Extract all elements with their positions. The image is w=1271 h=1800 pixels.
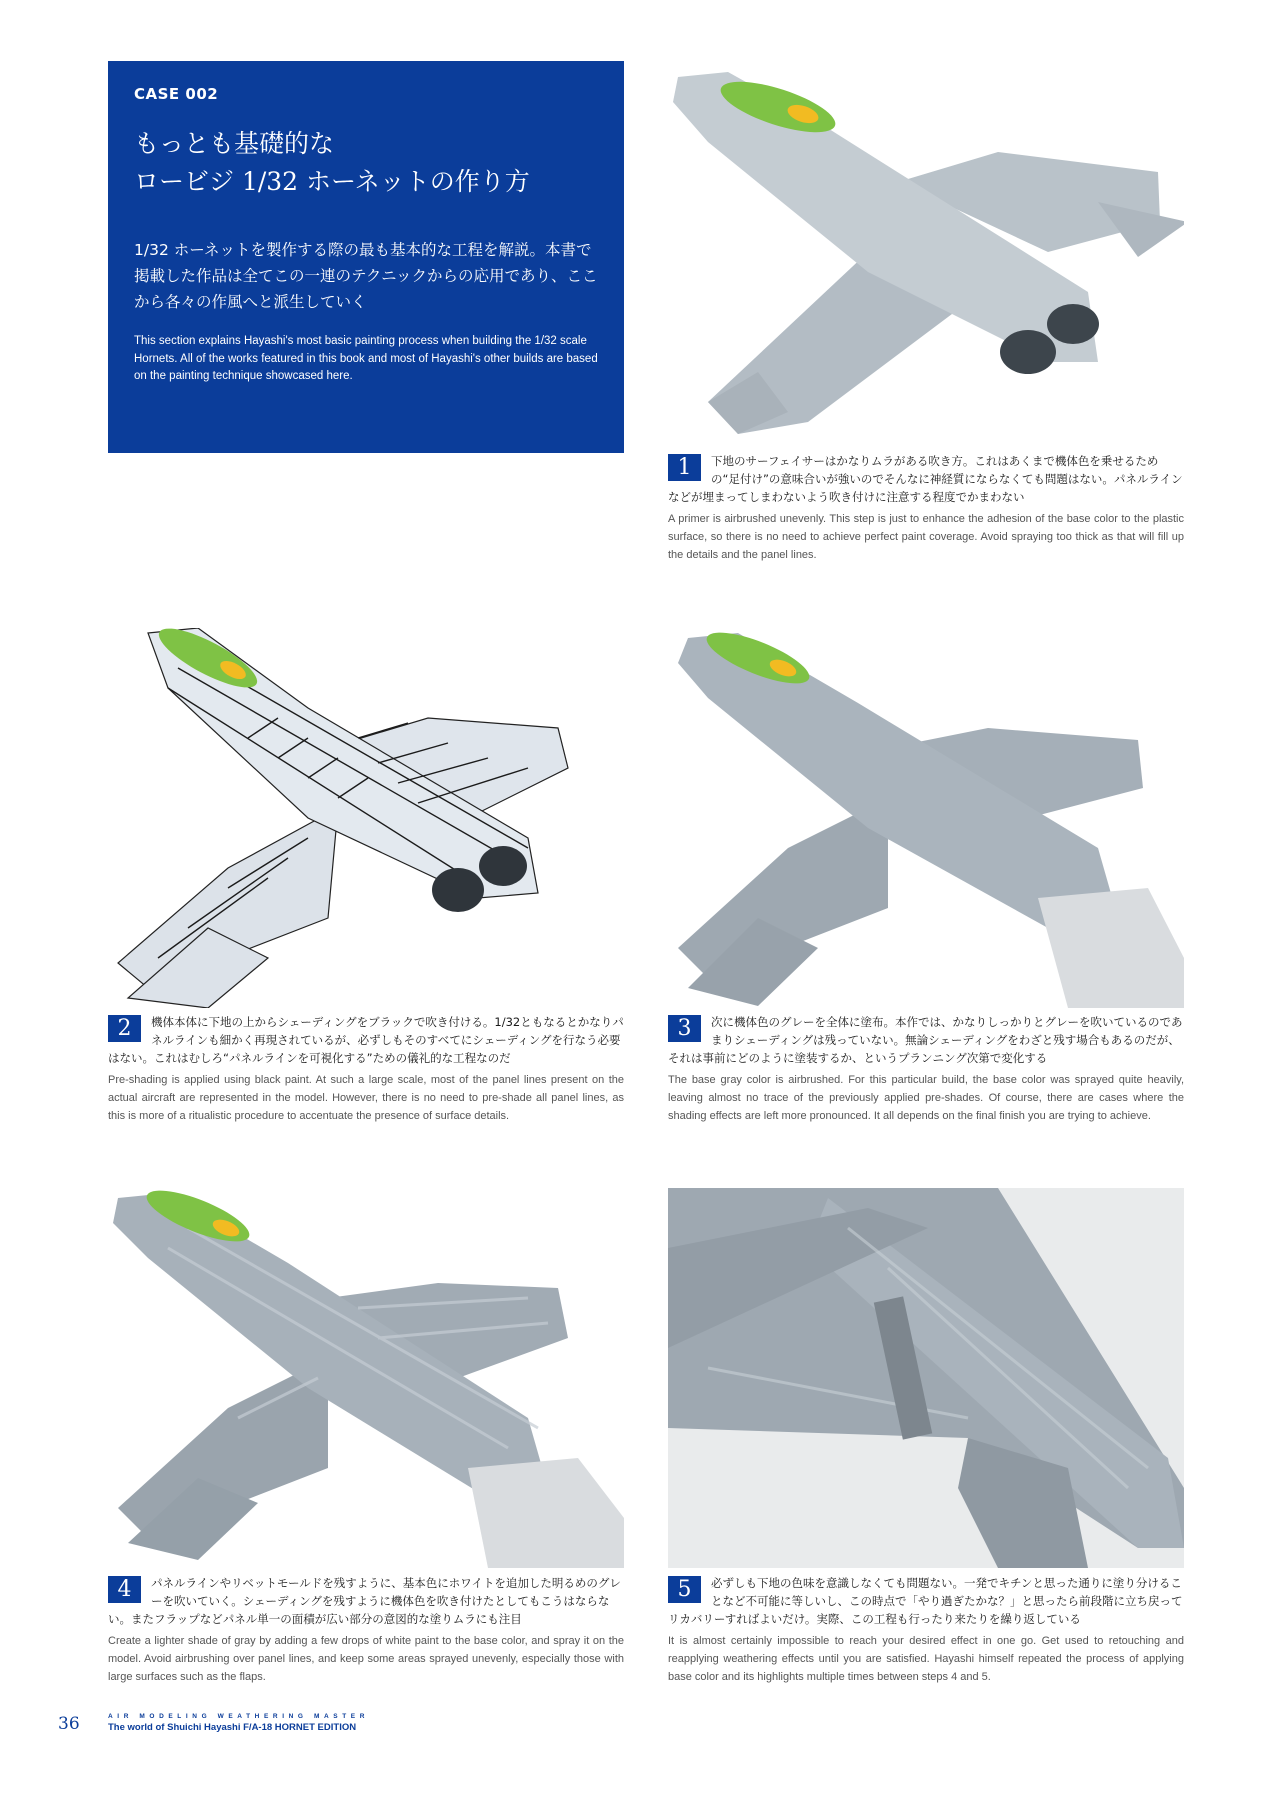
step-1 [668, 452, 1184, 564]
step-number-5: 5 [668, 1576, 701, 1603]
step-5-text-ja: 必ずしも下地の色味を意識しなくても問題ない。一発でキチンと思った通りに塗り分けることなど不可能に等しいし、この時点で「やり過ぎたかな？」と思ったら前段階に立ち戻ってリカバリーすればよいだけ。実際、この工程も行ったり来たりを繰り返している [668, 1576, 1183, 1626]
step-3-text-ja: 次に機体色のグレーを全体に塗布。本作では、かなりしっかりとグレーを吹いているのであまりシェーディングは残っていない。無論シェーディングをわざと残す場合もあるのだが、それは事前にどのように塗装するか、というプランニング次第で変化する [668, 1015, 1183, 1065]
step-1-text-en: A primer is airbrushed unevenly. This step is just to enhance the adhesion of the base color to the plastic surface, so there is no need to achieve perfect paint coverage. Avoid spraying too thick as that will fill up the details and the panel lines. [668, 513, 1184, 561]
footer-series: AIR MODELING WEATHERING MASTER [108, 1713, 370, 1720]
photo-step-4 [108, 1188, 624, 1568]
step-3-text-en: The base gray color is airbrushed. For this particular build, the base color was sprayed quite heavily, leaving almost no trace of the previously applied pre-shades. Of course, there are cases where the shading effects are left more pronounced. It all depends on the final finish you are trying to achieve. [668, 1074, 1184, 1122]
footer-title: The world of Shuichi Hayashi F/A-18 HORNET EDITION [108, 1722, 357, 1733]
page-title [134, 125, 598, 201]
title-line-2: ロービジ 1/32 ホーネットの作り方 [134, 167, 530, 196]
photo-step-1 [668, 62, 1184, 447]
step-5-text-en: It is almost certainly impossible to reach your desired effect in one go. Get used to retouching and reapplying weathering effects until you are satisfied. Hayashi himself repeated the process of applying base color and its highlights multiple times between steps 4 and 5. [668, 1635, 1184, 1683]
title-line-1: もっとも基礎的な [134, 129, 335, 158]
step-4-text-ja: パネルラインやリベットモールドを残すように、基本色にホワイトを追加した明るめのグレーを吹いていく。シェーディングを残すように機体色を吹き付けたとしてもこうはならない。またフラップなどパネル単一の面積が広い部分の意図的な塗りムラにも注目 [108, 1576, 621, 1626]
step-2-text-ja: 機体本体に下地の上からシェーディングをブラックで吹き付ける。1/32ともなるとかなりパネルラインも細かく再現されているが、必ずしもそのすべてにシェーディングを行なう必要はない。これはむしろ“パネルラインを可視化する”ための儀礼的な工程なのだ [108, 1015, 624, 1065]
photo-step-5 [668, 1188, 1184, 1568]
intro-text-en: This section explains Hayashi's most basic painting process when building the 1/32 scale Hornets. All of the works featured in this book and most of Hayashi's other builds are based on the painting technique showcased here. [134, 335, 598, 382]
step-2-text-en: Pre-shading is applied using black paint. At such a large scale, most of the panel lines present on the actual aircraft are represented in the model. However, there is no need to pre-shade all panel lines, as this is more of a ritualistic procedure to accentuate the presence of surface details. [108, 1074, 624, 1122]
photo-step-3 [668, 628, 1184, 1008]
step-number-4: 4 [108, 1576, 141, 1603]
step-1-text-ja: 下地のサーフェイサーはかなりムラがある吹き方。これはあくまで機体色を乗せるための“足付け”の意味合いが強いのでそんなに神経質にならなくても問題はない。パネルラインなどが埋まってしまわないよう吹き付けに注意する程度でかまわない [668, 454, 1183, 504]
case-label: CASE 002 [134, 85, 219, 103]
step-number-1: 1 [668, 454, 701, 481]
step-number-2: 2 [108, 1015, 141, 1042]
page-number: 36 [58, 1714, 80, 1734]
photo-step-2 [108, 628, 624, 1008]
step-3 [668, 1013, 1184, 1125]
intro-panel [108, 61, 624, 453]
step-5 [668, 1574, 1184, 1686]
step-4-text-en: Create a lighter shade of gray by adding a few drops of white paint to the base color, and spray it on the model. Avoid airbrushing over panel lines, and keep some areas sprayed unevenly, especially those with large surfaces such as the flaps. [108, 1635, 624, 1683]
step-number-3: 3 [668, 1015, 701, 1042]
intro-text-ja: 1/32 ホーネットを製作する際の最も基本的な工程を解説。本書で掲載した作品は全てこの一連のテクニックからの応用であり、ここから各々の作風へと派生していく [134, 241, 598, 311]
step-4 [108, 1574, 624, 1686]
step-2 [108, 1013, 624, 1125]
